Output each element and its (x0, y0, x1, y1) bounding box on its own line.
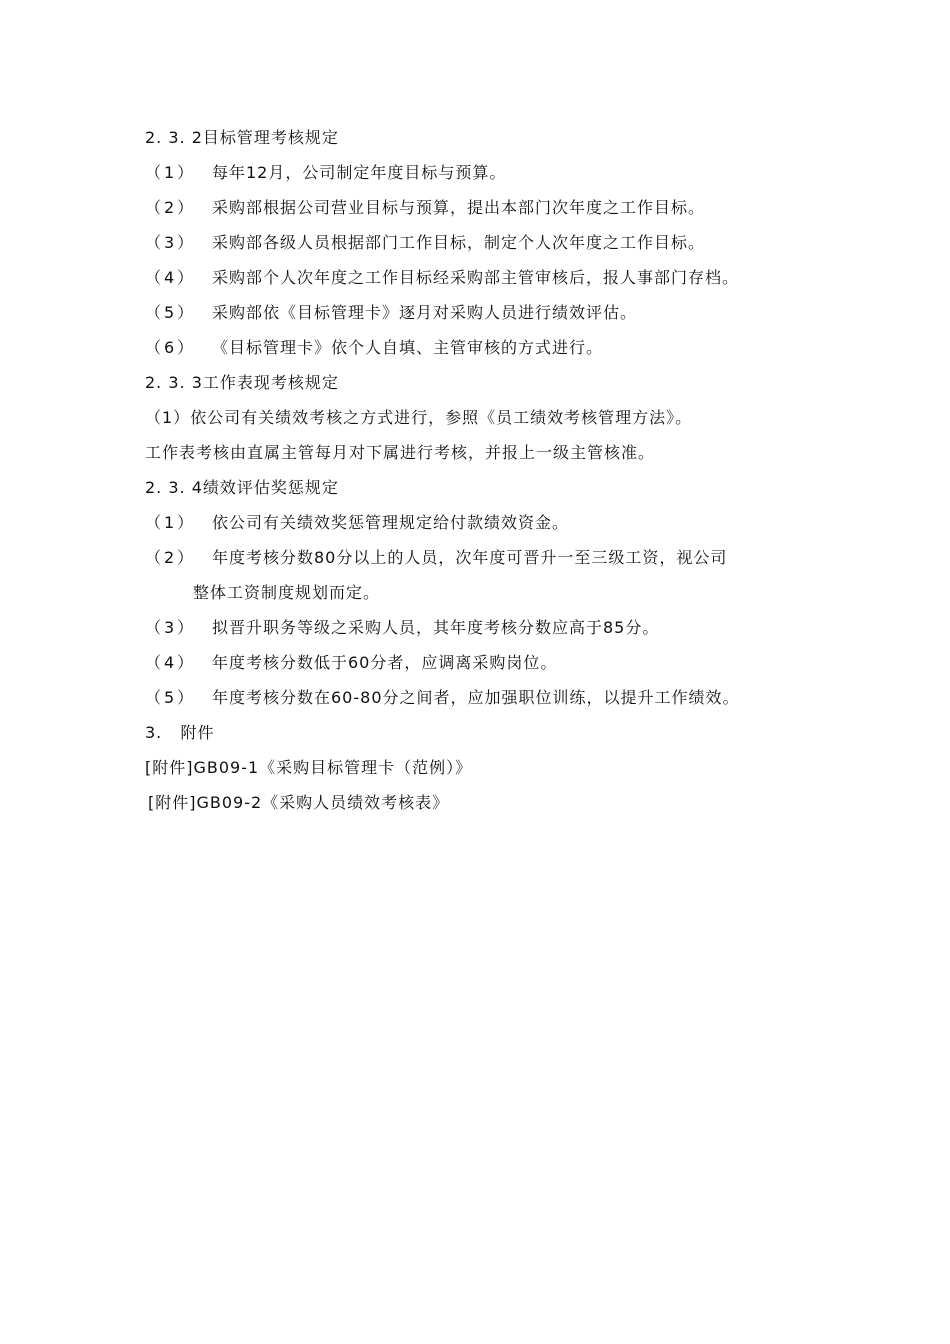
list-item (145, 330, 825, 365)
item-number: （6） (145, 338, 197, 357)
list-item (145, 260, 825, 295)
item-text: 采购部依《目标管理卡》逐月对采购人员进行绩效评估。 (212, 303, 638, 322)
item-text: 采购部个人次年度之工作目标经采购部主管审核后，报人事部门存档。 (212, 268, 740, 287)
item-text: 采购部根据公司营业目标与预算，提出本部门次年度之工作目标。 (212, 198, 706, 217)
item-number: （2） (145, 198, 197, 217)
item-number: （1） (145, 163, 197, 182)
item-number: （2） (145, 548, 197, 567)
list-item (145, 295, 825, 330)
item-text-continuation: 整体工资制度规划而定。 (193, 583, 381, 602)
item-text: 《目标管理卡》依个人自填、主管审核的方式进行。 (212, 338, 604, 357)
attachment-item: [附件]GB09-2《采购人员绩效考核表》 (148, 793, 450, 812)
item-number: （1） (145, 513, 197, 532)
item-number: （4） (145, 653, 197, 672)
section-heading: 2. 3. 4绩效评估奖惩规定 (145, 478, 339, 497)
list-item (145, 155, 825, 190)
paragraph-line: （1）依公司有关绩效考核之方式进行，参照《员工绩效考核管理方法》。 (145, 408, 693, 427)
item-text: 年度考核分数在60-80分之间者，应加强职位训练，以提升工作绩效。 (212, 688, 740, 707)
item-text: 年度考核分数低于60分者，应调离采购岗位。 (212, 653, 558, 672)
item-number: （5） (145, 303, 197, 322)
list-item (145, 505, 825, 540)
list-item (145, 680, 825, 715)
item-text: 采购部各级人员根据部门工作目标，制定个人次年度之工作目标。 (212, 233, 706, 252)
item-text: 每年12月，公司制定年度目标与预算。 (212, 163, 507, 182)
section-heading: 2. 3. 3工作表现考核规定 (145, 373, 339, 392)
item-text: 年度考核分数80分以上的人员，次年度可晋升一至三级工资，视公司 (212, 548, 728, 567)
attachment-item: [附件]GB09-1《采购目标管理卡（范例）》 (145, 758, 473, 777)
list-item (145, 190, 825, 225)
list-item (145, 225, 825, 260)
item-number: （3） (145, 618, 197, 637)
list-item (145, 645, 825, 680)
item-text: 拟晋升职务等级之采购人员，其年度考核分数应高于85分。 (212, 618, 660, 637)
item-number: （3） (145, 233, 197, 252)
attachments-heading: 3. 附件 (145, 723, 215, 742)
document-body (145, 120, 825, 820)
section-heading: 2. 3. 2目标管理考核规定 (145, 128, 339, 147)
paragraph-line: 工作表考核由直属主管每月对下属进行考核，并报上一级主管核准。 (145, 443, 656, 462)
item-number: （5） (145, 688, 197, 707)
list-item (145, 540, 825, 610)
item-text: 依公司有关绩效奖惩管理规定给付款绩效资金。 (212, 513, 570, 532)
item-number: （4） (145, 268, 197, 287)
list-item (145, 610, 825, 645)
